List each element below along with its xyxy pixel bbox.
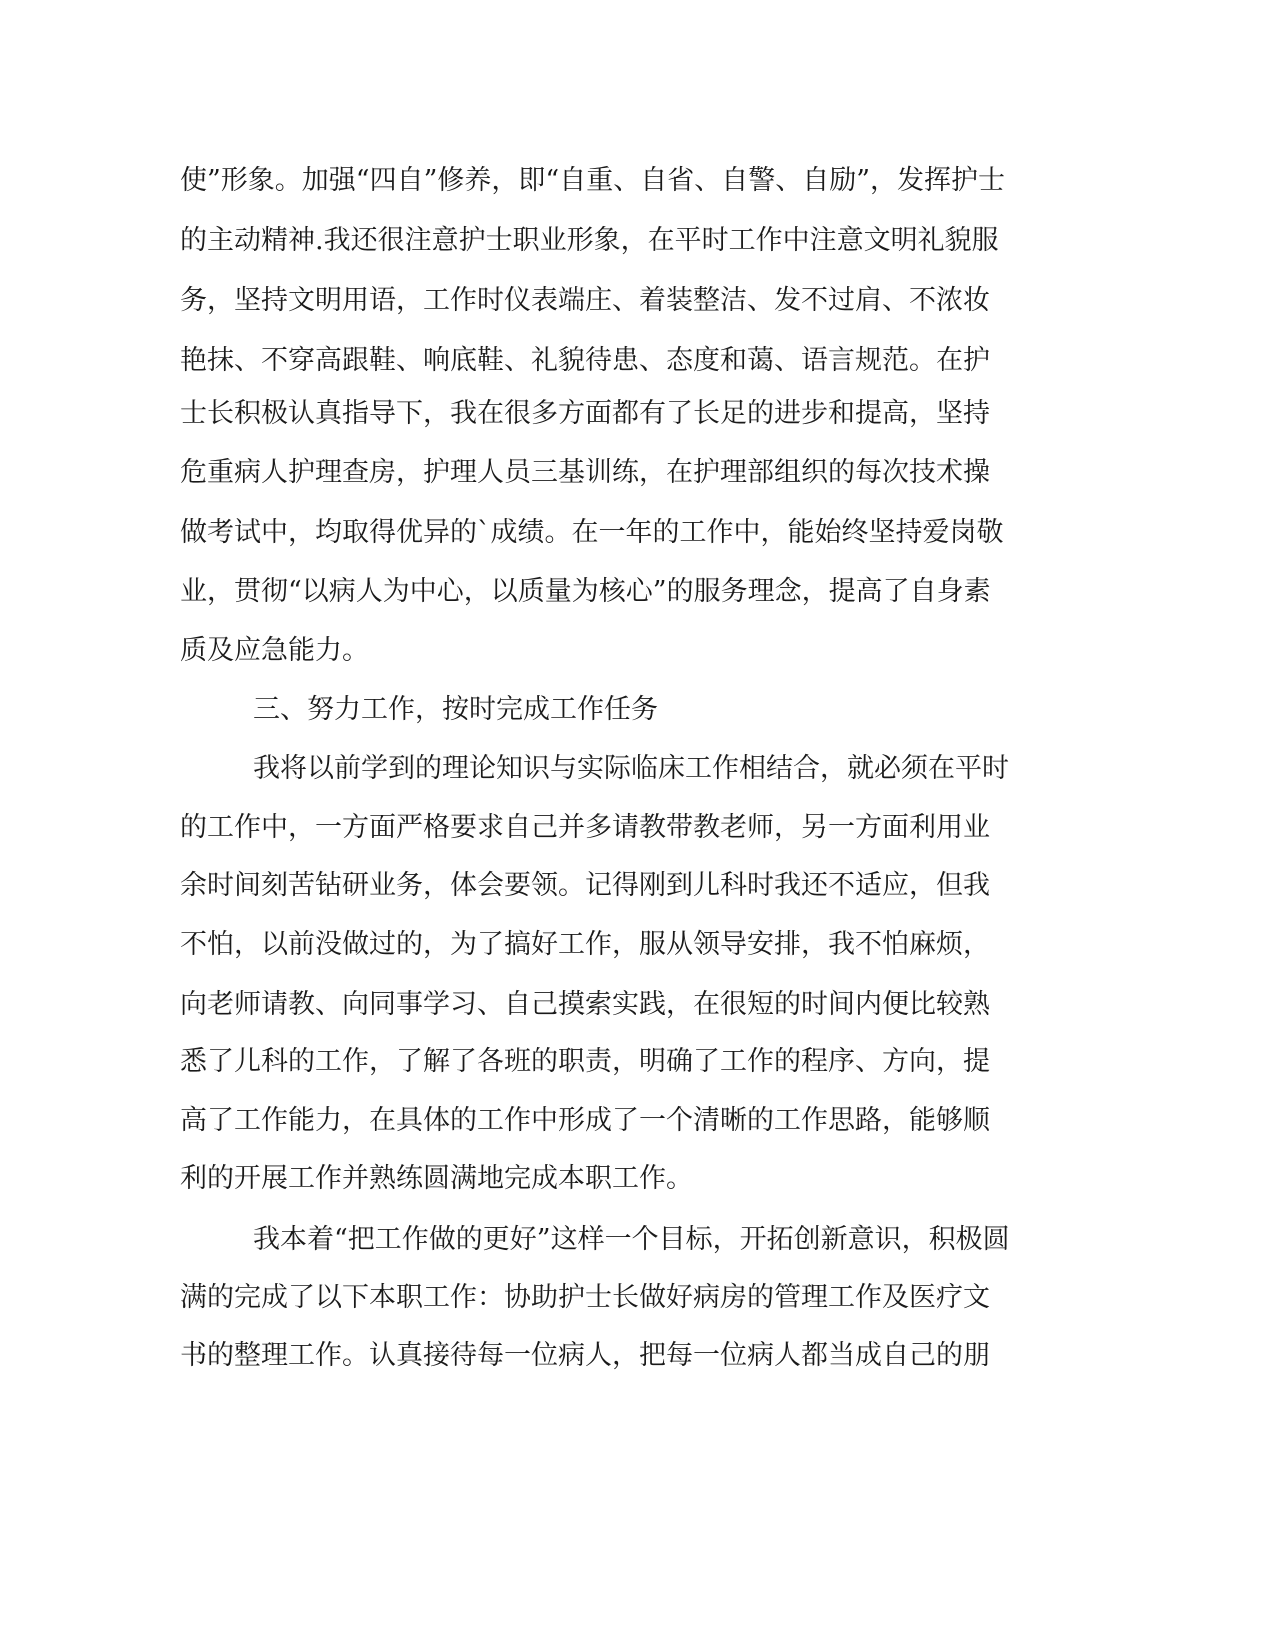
text-line: 的主动精神.我还很注意护士职业形象，在平时工作中注意文明礼貌服 [180,225,999,256]
text-line: 业，贯彻“以病人为中心，以质量为核心”的服务理念，提高了自身素 [180,576,991,607]
text-line: 做考试中，均取得优异的`成绩。在一年的工作中，能始终坚持爱岗敬 [180,517,1004,548]
text-line: 质及应急能力。 [180,635,369,666]
text-line: 高了工作能力，在具体的工作中形成了一个清晰的工作思路，能够顺 [180,1105,990,1136]
text-line: 使”形象。加强“四自”修养，即“自重、自省、自警、自励”，发挥护士 [180,165,1006,196]
text-line: 书的整理工作。认真接待每一位病人，把每一位病人都当成自己的朋 [180,1340,990,1371]
text-line: 危重病人护理查房，护理人员三基训练，在护理部组织的每次技术操 [180,457,990,488]
paragraph-first-line: 我将以前学到的理论知识与实际临床工作相结合，就必须在平时 [253,753,1009,784]
text-line: 士长积极认真指导下，我在很多方面都有了长足的进步和提高，坚持 [180,398,990,429]
text-line: 满的完成了以下本职工作：协助护士长做好病房的管理工作及医疗文 [180,1282,990,1313]
text-line: 向老师请教、向同事学习、自己摸索实践，在很短的时间内便比较熟 [180,989,990,1020]
text-line: 务，坚持文明用语，工作时仪表端庄、着装整洁、发不过肩、不浓妆 [180,285,990,316]
text-line: 余时间刻苦钻研业务，体会要领。记得刚到儿科时我还不适应，但我 [180,870,990,901]
paragraph-first-line: 我本着“把工作做的更好”这样一个目标，开拓创新意识，积极圆 [253,1224,1010,1255]
text-line: 的工作中，一方面严格要求自己并多请教带教老师，另一方面利用业 [180,812,990,843]
text-line: 不怕，以前没做过的，为了搞好工作，服从领导安排，我不怕麻烦， [180,929,990,960]
text-line: 艳抹、不穿高跟鞋、响底鞋、礼貌待患、态度和蔼、语言规范。在护 [180,345,990,376]
section-heading: 三、努力工作，按时完成工作任务 [253,694,658,725]
text-line: 利的开展工作并熟练圆满地完成本职工作。 [180,1163,693,1194]
text-line: 悉了儿科的工作，了解了各班的职责，明确了工作的程序、方向，提 [180,1046,990,1077]
